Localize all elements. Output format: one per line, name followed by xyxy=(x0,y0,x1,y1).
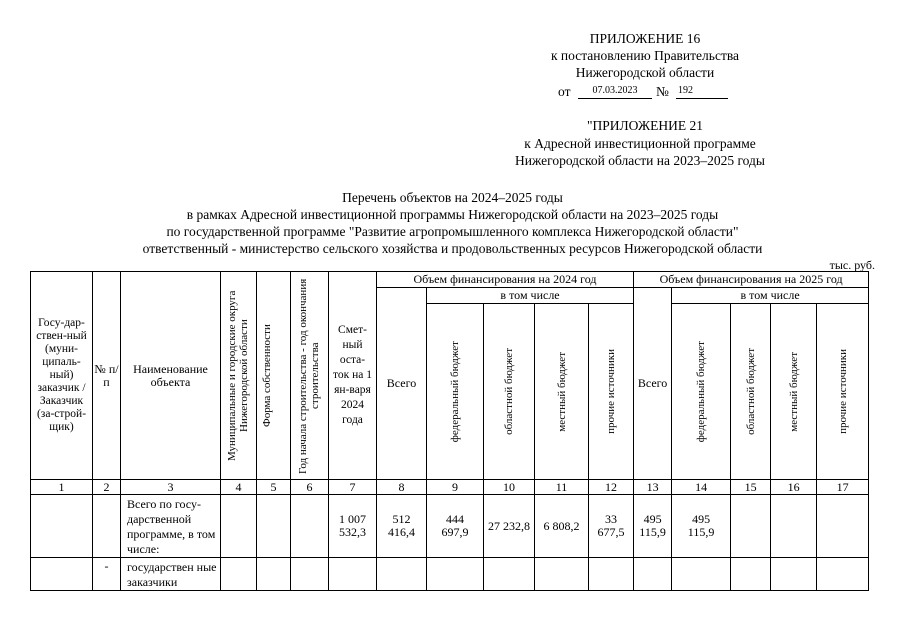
header-federal-2025: федеральный бюджет xyxy=(672,304,731,480)
appendix21-line2: Нижегородской области на 2023–2025 годы xyxy=(515,153,765,168)
col-number: 17 xyxy=(817,480,869,495)
header-years: Год начала строительства - год окончания строительства xyxy=(291,272,329,480)
header-regional-2025: областной бюджет xyxy=(731,304,771,480)
header-regional-2024: областной бюджет xyxy=(484,304,535,480)
header-including-2024: в том числе xyxy=(427,288,634,304)
header-municipal: Муниципальные и городские округа Нижегородской области xyxy=(221,272,257,480)
row-total-2024: 512 416,4 xyxy=(377,495,427,558)
decree-number: 192 xyxy=(676,84,728,99)
row-local-2024: 6 808,2 xyxy=(535,495,589,558)
header-federal-2024: федеральный бюджет xyxy=(427,304,484,480)
appendix-num-label: № xyxy=(656,84,669,99)
col-number: 13 xyxy=(634,480,672,495)
header-other-2025: прочие источники xyxy=(817,304,869,480)
appendix21-line1: к Адресной инвестиционной программе xyxy=(524,136,756,151)
heading-line4: ответственный - министерство сельского хозяйства и продовольственных ресурсов Нижегородской области xyxy=(142,241,763,256)
header-number: № п/п xyxy=(93,272,121,480)
header-financing-2025: Объем финансирования на 2025 год xyxy=(634,272,869,288)
row-other-2024: 33 677,5 xyxy=(589,495,634,558)
header-local-2025: местный бюджет xyxy=(771,304,817,480)
col-number: 2 xyxy=(93,480,121,495)
col-number: 16 xyxy=(771,480,817,495)
appendix-from-label: от xyxy=(558,84,571,99)
table-row-program-total xyxy=(31,495,869,558)
header-ownership: Форма собственности xyxy=(257,272,291,480)
header-other-2024: прочие источники xyxy=(589,304,634,480)
header-local-2024: местный бюджет xyxy=(535,304,589,480)
header-financing-2024: Объем финансирования на 2024 год xyxy=(377,272,634,288)
row-federal-2025: 495 115,9 xyxy=(672,495,731,558)
col-number: 3 xyxy=(121,480,221,495)
appendix-title: ПРИЛОЖЕНИЕ 16 xyxy=(589,31,701,46)
col-number: 6 xyxy=(291,480,329,495)
row-federal-2024: 444 697,9 xyxy=(427,495,484,558)
col-number: 7 xyxy=(329,480,377,495)
col-number: 10 xyxy=(484,480,535,495)
heading-line1: Перечень объектов на 2024–2025 годы xyxy=(342,190,563,205)
col-number: 12 xyxy=(589,480,634,495)
header-total-2025: Всего xyxy=(634,288,672,480)
col-number: 8 xyxy=(377,480,427,495)
heading-line2: в рамках Адресной инвестиционной программы Нижегородской области на 2023–2025 годы xyxy=(186,207,719,222)
col-number: 15 xyxy=(731,480,771,495)
col-number: 5 xyxy=(257,480,291,495)
header-customer: Госу-дар-ствен-ный (муни-ципаль-ный) заказчик / Заказчик (за-строй-щик) xyxy=(31,272,93,480)
appendix-line2: Нижегородской области xyxy=(575,65,715,80)
table-row-customers xyxy=(31,558,869,591)
decree-date: 07.03.2023 xyxy=(578,84,652,99)
header-remaining: Смет-ный оста-ток на 1 ян-варя 2024 года xyxy=(329,272,377,480)
row-object-name: Всего по госу-дарственной программе, в том числе: xyxy=(121,495,221,558)
row-number: - xyxy=(93,558,121,591)
units-label: тыс. руб. xyxy=(829,258,875,272)
col-number: 11 xyxy=(535,480,589,495)
row-total-2025: 495 115,9 xyxy=(634,495,672,558)
appendix21-title: "ПРИЛОЖЕНИЕ 21 xyxy=(586,118,704,133)
header-total-2024: Всего xyxy=(377,288,427,480)
col-number: 1 xyxy=(31,480,93,495)
row-remaining-value: 1 007 532,3 xyxy=(329,495,377,558)
heading-line3: по государственной программе "Развитие агропромышленного комплекса Нижегородской области" xyxy=(166,224,739,239)
column-numbers-row xyxy=(31,480,869,495)
header-object-name: Наименование объекта xyxy=(121,272,221,480)
col-number: 14 xyxy=(672,480,731,495)
col-number: 4 xyxy=(221,480,257,495)
header-including-2025: в том числе xyxy=(672,288,869,304)
objects-table xyxy=(30,271,869,591)
col-number: 9 xyxy=(427,480,484,495)
row-regional-2024: 27 232,8 xyxy=(484,495,535,558)
row-object-name: государствен ные заказчики xyxy=(121,558,221,591)
appendix-line1: к постановлению Правительства xyxy=(550,48,740,63)
